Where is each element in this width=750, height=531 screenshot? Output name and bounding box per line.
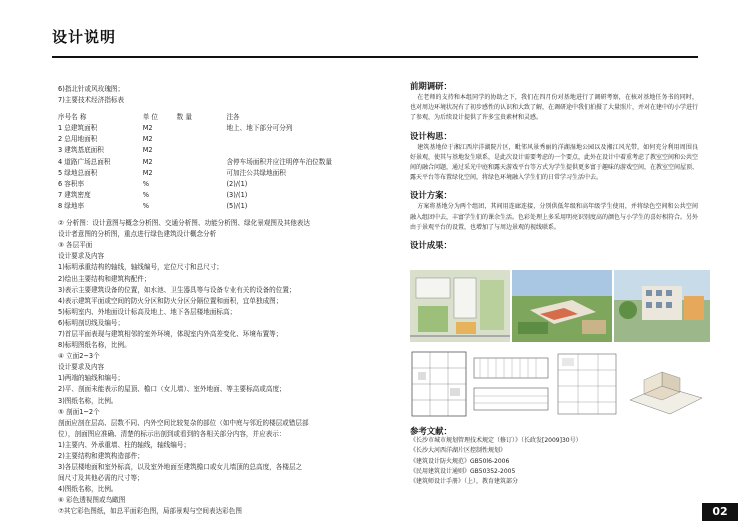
spec-row: [58, 157, 376, 168]
spec-row: [58, 145, 376, 156]
spec-cell: M2: [142, 157, 153, 166]
spec-header-qty: 数 量: [176, 113, 192, 122]
spec-cell: [177, 190, 227, 201]
heading-scheme: 设计方案：: [410, 190, 452, 201]
section-line: 位），剖面图应准确、清楚的标示出剖到或看到的各相关部分内容，并应表示：: [58, 429, 286, 438]
section-line: 设计要求及内容: [58, 363, 105, 372]
left-column: [58, 84, 376, 518]
section-line: 2)绘出主要结构和建筑构配件；: [58, 274, 151, 283]
spec-cell: M2: [142, 146, 153, 155]
spec-cell: 1 总建筑面积: [58, 124, 98, 133]
paragraph-research: 在老师的支持和本组同学的协助之下，我们在四月份对基地进行了调研考察，在核对基地任务书的同时，也对周边环境状况有了初步感性的认识和大致了解，在调研途中我们拍摄了大量照片，并对在建中的小学进行了参观，为后续设计提供了许多宝贵素材和灵感。: [410, 94, 699, 122]
heading-concept: 设计构思：: [410, 130, 452, 141]
paragraph-scheme: 方案将基地分为两个组团，其间用连廊连接，分别供低年级和高年级学生使用，并将绿色空间和公共空间融入组团中去，丰富学生们的课余生活。色彩处理上多采用明亮识别度高的颜色与小学生的喜好相符合。另外由于景观平台的设置，也增加了与周边景观的视线联系。: [410, 203, 699, 231]
spec-cell: [177, 157, 227, 168]
section-line: 2)平、剖面未能表示的屋顶、檐口（女儿墙）、室外地面、等主要标高或高度；: [58, 385, 286, 394]
spec-cell: [226, 134, 376, 145]
perspective-image: [614, 270, 710, 342]
spec-cell: 3 建筑基底面积: [58, 146, 104, 155]
spec-cell: M2: [142, 135, 153, 144]
section-line: ⑦其它彩色图纸，如总平面彩色图，局部景观与空间表达彩色图: [58, 507, 242, 516]
reference-item: 《民用建筑设计通则》GB50352-2005: [410, 467, 516, 475]
spec-cell: [177, 123, 227, 134]
section-line: 8)标明图纸名称，比例。: [58, 341, 131, 350]
section-line: 设计要求及内容: [58, 252, 105, 261]
section-line: ② 分析图：设计意图与概念分析图、交通分析图、功能分析图、绿化景观图及其他表达: [58, 219, 310, 228]
spec-cell: 可加注公共绿地面积: [226, 168, 286, 177]
spec-cell: 含停车场面积并应注明停车泊位数量: [226, 157, 332, 166]
design-images: [410, 270, 710, 422]
right-column: [410, 80, 698, 252]
spec-cell: (5)/(1): [226, 201, 248, 210]
section-line: 设计者意图的分析图，重点进行绿色建筑设计概念分析: [58, 230, 217, 239]
spec-cell: [177, 145, 227, 156]
section-line: 间尺寸及其他必需的尺寸等；: [58, 474, 144, 483]
section-line: 1)标明承重结构的轴线，轴线编号，定位尺寸和总尺寸；: [58, 263, 224, 272]
elevation-image: [470, 348, 552, 420]
intro-line: 6)指北针或风玫瑰图；: [58, 85, 125, 93]
paragraph-concept: 建筑基地位于湘江西岸洋湖院片区，毗邻风景秀丽的洋湖湿地公园以及湘江风光带，如何充分利用周围良好景观，使其与基地发生联系，是此次设计需要考虑的一个要点，此外在设计中着重考虑了教室空间和公共空间的融合问题，通过采光中庭和露天游戏平台等方式为学生提供更多富于趣味的游戏空间，在教室空间屋顶、露天平台等布置绿化空间，将绿色环境融入学生们的日常学习生活中去。: [410, 143, 699, 182]
section-line: ⑤ 剖面1~2个: [58, 407, 100, 416]
spec-cell: 4 道路广场总面积: [58, 157, 111, 166]
section-line: 6)标明剖切线及编号；: [58, 318, 125, 327]
intro-line: 7)主要技术经济指标表: [58, 96, 125, 105]
massing-image: [622, 348, 710, 420]
spec-row: [58, 134, 376, 145]
section-line: ④ 立面2~3个: [58, 352, 100, 361]
spec-cell: %: [142, 190, 149, 199]
spec-cell: 2 总用地面积: [58, 135, 98, 144]
section-line: 3)图纸名称，比例。: [58, 396, 118, 405]
reference-item: 《长沙市城市规划管理技术规定（修订）》（长政发[2009]30号）: [410, 437, 582, 445]
section-line: 剖面应剖在层高、层数不同、内外空间比较复杂的部位（如中庭与邻近的楼层或错层部: [58, 418, 309, 427]
section-line: 4)表示建筑平面或空间的防火分区和防火分区分隔位置和面积，宜单独成图；: [58, 296, 283, 305]
section-line: 5)标明室内、外地面设计标高及地上、地下各层楼地面标高；: [58, 307, 237, 316]
reference-item: 《建筑设计防火规范》GB50l6-2006: [410, 457, 510, 465]
heading-results: 设计成果：: [410, 240, 452, 251]
spec-row: [58, 201, 376, 212]
section-line: 3)各层楼地面和室外标高，以及室外地面至建筑檐口或女儿墙顶的总高度，各楼层之: [58, 463, 303, 472]
spec-cell: %: [142, 179, 149, 188]
spec-cell: 6 容积率: [58, 179, 85, 188]
aerial-view-image: [512, 270, 612, 342]
section-line: ③ 各层平面: [58, 241, 93, 250]
page-number: 02: [702, 503, 738, 521]
spec-row: [58, 179, 376, 190]
section-line: 4)图纸名称，比例。: [58, 485, 118, 494]
site-plan-image: [410, 270, 510, 342]
section-line: 7)首层平面表现与建筑相邻的室外环境，体现室内外高差变化、环境布置等；: [58, 329, 283, 338]
spec-cell: [177, 201, 227, 212]
heading-references: 参考文献：: [410, 426, 452, 436]
spec-cell: 地上、地下部分可分列: [226, 124, 293, 133]
reference-item: 《长沙大河西洋湖片区控制性规划》: [410, 447, 507, 455]
spec-cell: 8 绿地率: [58, 201, 85, 210]
spec-cell: %: [142, 201, 149, 210]
reference-item: 《建筑师设计手册》（上），教育建筑部分: [410, 478, 519, 486]
spec-cell: [177, 134, 227, 145]
section-line: 1)两端的轴线和编号；: [58, 374, 125, 383]
spec-row: [58, 123, 376, 134]
title-rule: [52, 56, 698, 58]
section-line: ⑥ 彩色透视图或鸟瞰图: [58, 496, 126, 505]
page-title: 设计说明: [52, 28, 117, 46]
spec-header-name: 序号名 称: [58, 113, 87, 122]
section-line: 3)表示主要建筑设备的位置，如水池、卫生器具等与设备专业有关的设备的位置；: [58, 285, 296, 294]
spec-cell: [226, 145, 376, 156]
spec-cell: 5 绿地总面积: [58, 168, 98, 177]
spec-cell: (3)/(1): [226, 190, 248, 199]
spec-row: [58, 168, 376, 179]
section-line: 2)主要结构和建筑构造部件；: [58, 452, 144, 460]
drawings-image: [554, 348, 620, 420]
spec-cell: M2: [142, 168, 153, 177]
spec-row: [58, 190, 376, 201]
spec-cell: 7 建筑密度: [58, 190, 91, 199]
spec-cell: [177, 179, 227, 190]
spec-cell: [177, 168, 227, 179]
spec-header-unit: 单 位: [142, 113, 159, 122]
section-line: 1)主要内、外承重墙、柱的轴线，轴线编号；: [58, 440, 191, 449]
heading-research: 前期调研：: [410, 81, 452, 91]
floor-plan-image: [410, 348, 468, 420]
spec-header-note: 注各: [226, 113, 240, 122]
spec-cell: M2: [142, 124, 153, 133]
spec-cell: (2)/(1): [226, 179, 248, 188]
spec-header: [58, 112, 376, 123]
references: [410, 426, 710, 487]
